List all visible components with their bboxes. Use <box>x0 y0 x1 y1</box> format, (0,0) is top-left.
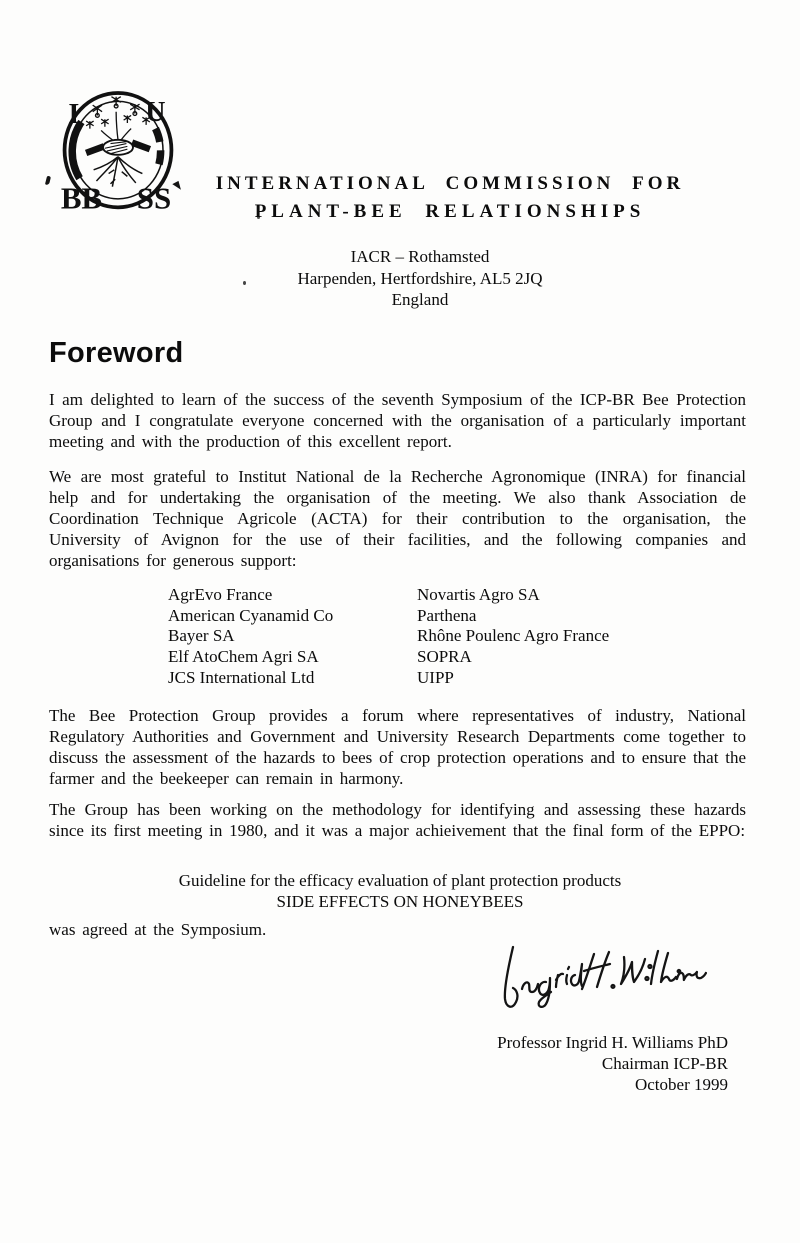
sponsor-item: AgrEvo France <box>168 585 273 604</box>
paragraph-2: We are most grateful to Institut National de la Recherche Agronomique (INRA) for financial help and for undertaking the organisation of the meeting. We also thank Association de Coordination Technique Agricole (ACTA) for their contribution to the organisation, the University of Avignon for the use of their facilities, and the following companies and organisations for generous support: <box>49 467 746 570</box>
scan-artifact <box>45 176 51 186</box>
handshake-icon <box>86 140 150 155</box>
page-title: Foreword <box>49 337 184 369</box>
org-address <box>120 246 720 311</box>
signoff-block <box>497 1033 728 1095</box>
logo-letter-top-right: U <box>145 97 166 129</box>
paragraph-3: The Bee Protection Group provides a forum where representatives of industry, National Regulatory Authorities and Government and University Research Departments come together to discuss the assessment of the hazards to bees of crop protection operations and to ensure that the farmer and the beekeeper can remain in harmony. <box>49 706 746 788</box>
sponsor-item: UIPP <box>417 667 454 687</box>
sponsor-list <box>0 585 800 695</box>
org-title <box>200 170 700 226</box>
sponsor-item: SOPRA <box>417 647 472 667</box>
address-line1: IACR – Rothamsted <box>350 247 490 266</box>
address-line2: Harpenden, Hertfordshire, AL5 2JQ <box>297 268 543 288</box>
icpbr-emblem-logo <box>58 87 178 217</box>
sponsor-item: JCS International Ltd <box>168 667 315 687</box>
flower-spray <box>86 97 150 143</box>
sponsor-item: Elf AtoChem Agri SA <box>168 647 319 667</box>
org-title-line1: INTERNATIONAL COMMISSION FOR <box>215 173 685 194</box>
logo-letters-bottom-right: SS <box>136 180 172 216</box>
logo-letters-bottom-left: BB <box>60 180 103 216</box>
guideline-citation <box>47 871 753 912</box>
signoff-title: Chairman ICP-BR <box>601 1053 728 1073</box>
logo-letter-top-left: I <box>68 98 80 130</box>
sponsor-item: Rhône Poulenc Agro France <box>417 626 610 646</box>
sponsor-item: Bayer SA <box>168 626 235 646</box>
paragraph-4: The Group has been working on the methodology for identifying and assessing these hazards since its first meeting in 1980, and it was a major achieivement that the final form of the EPPO: <box>49 800 746 840</box>
signature <box>497 944 707 1024</box>
signoff-date: October 1999 <box>634 1074 728 1094</box>
guideline-title: Guideline for the efficacy evaluation of plant protection products <box>178 871 622 890</box>
sponsor-column-right <box>417 585 609 689</box>
signoff-name: Professor Ingrid H. Williams PhD <box>497 1033 728 1052</box>
paragraph-1: I am delighted to learn of the success of the seventh Symposium of the ICP-BR Bee Protection Group and I congratulate everyone concerned with the organisation of a particularly important meeting and with the production of this excellent report. <box>49 390 746 451</box>
sponsor-item: Parthena <box>417 605 477 625</box>
address-line3: England <box>391 290 449 309</box>
sponsor-column-left <box>168 585 333 689</box>
sponsor-item: American Cyanamid Co <box>168 605 334 625</box>
guideline-subtitle: SIDE EFFECTS ON HONEYBEES <box>276 891 524 911</box>
sponsor-item: Novartis Agro SA <box>417 585 540 604</box>
org-title-line2: PLANT-BEE RELATIONSHIPS <box>254 201 646 222</box>
closing-line: was agreed at the Symposium. <box>49 920 267 939</box>
